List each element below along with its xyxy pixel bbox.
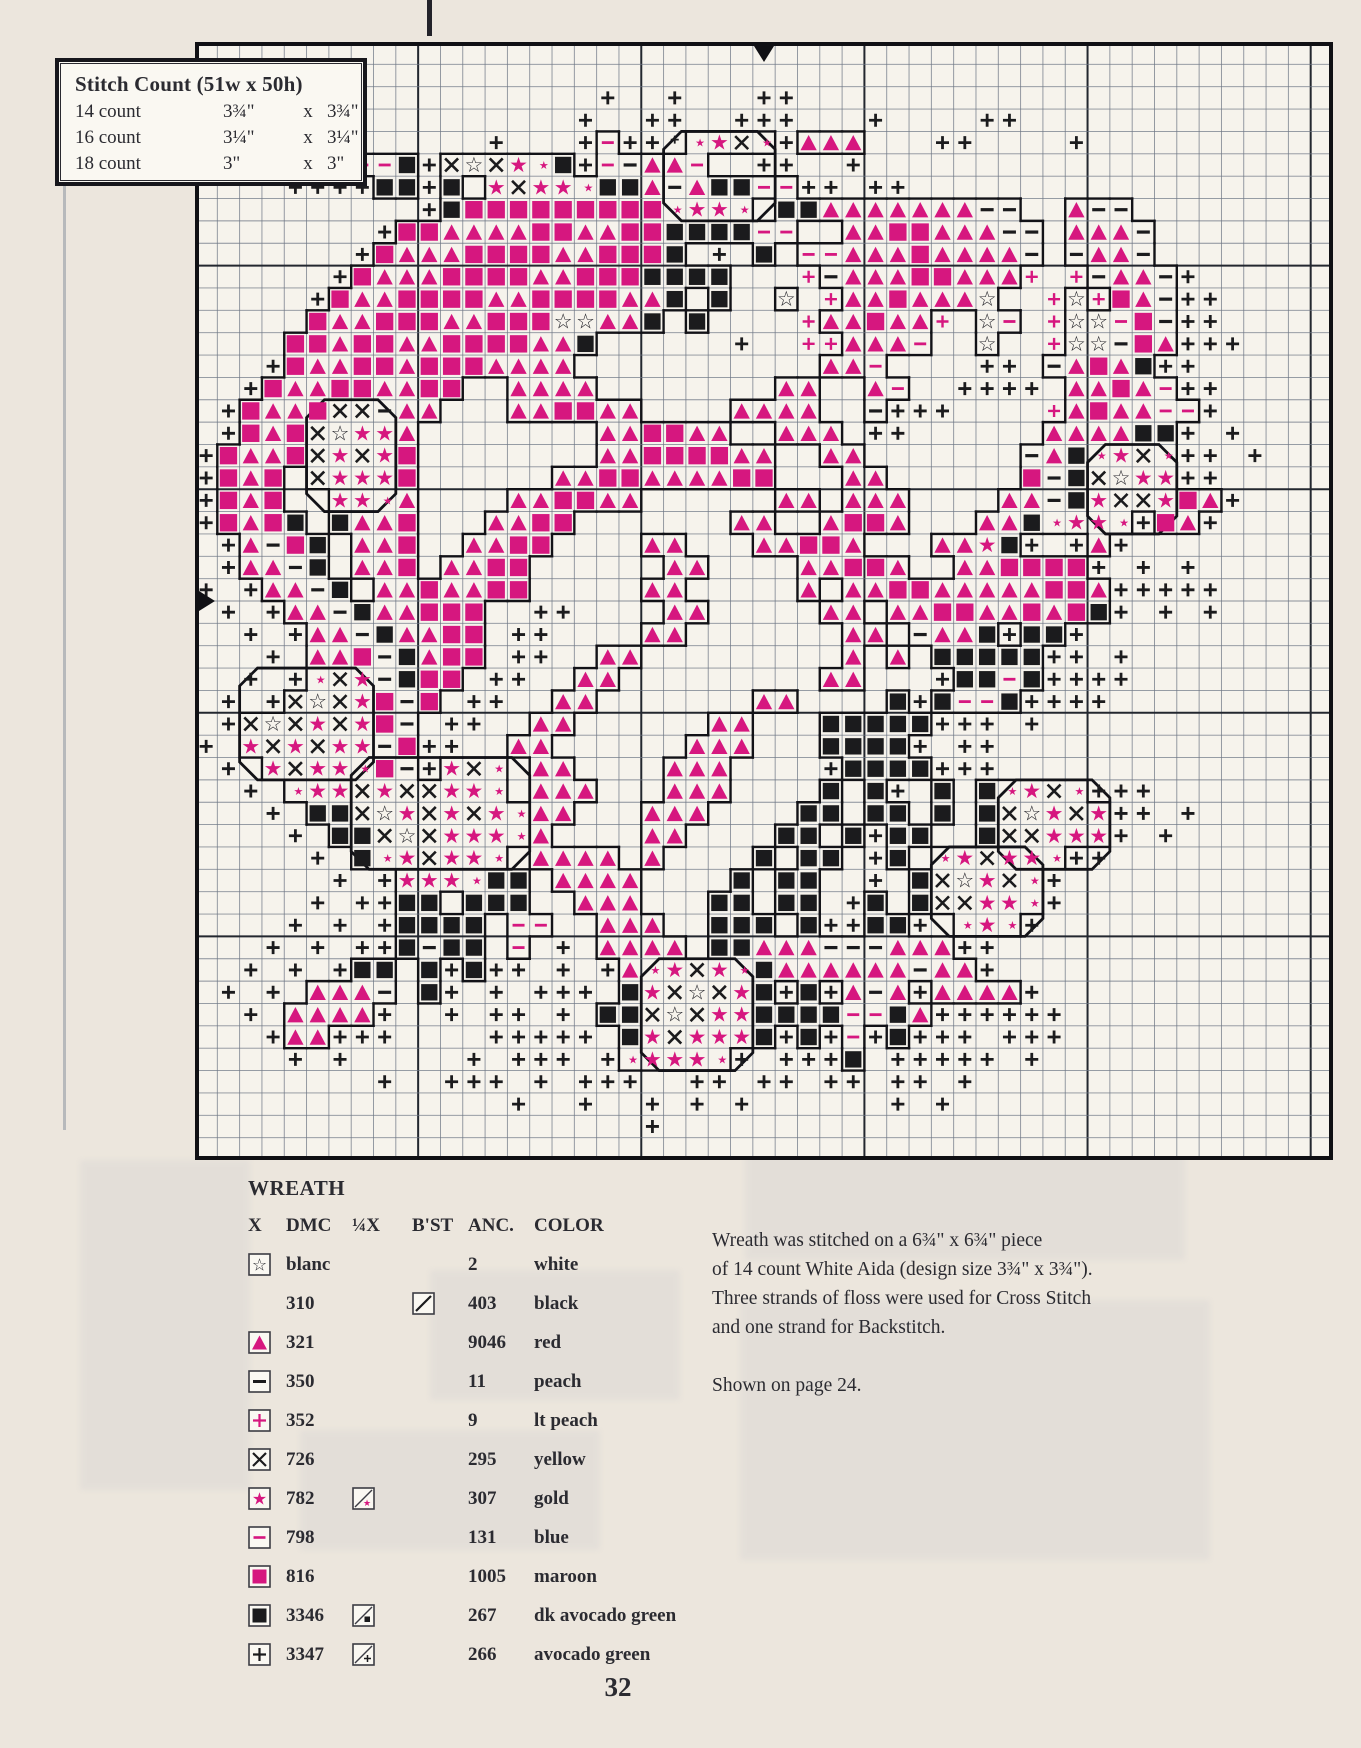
legend-anchor-number: 9 [468,1409,478,1431]
legend-dmc-number: 3346 [286,1604,324,1626]
svg-text:★: ★ [717,1053,728,1067]
legend-row [248,1479,688,1518]
svg-text:★: ★ [471,874,482,888]
svg-text:★: ★ [977,533,997,558]
svg-text:★: ★ [1096,449,1107,463]
legend-color-name: red [534,1331,562,1353]
legend-quarter-icon [352,1604,412,1627]
svg-text:★: ★ [762,136,772,150]
svg-text:★: ★ [486,823,506,848]
legend-dmc-number: 3347 [286,1643,324,1665]
legend-color-name: gold [534,1487,569,1509]
legend-anchor-number: 307 [468,1487,497,1509]
shown-on-page-text: Shown on page 24. [712,1375,862,1396]
legend-anchor-number: 1005 [468,1565,506,1587]
svg-text:★: ★ [241,734,261,759]
legend-symbol-icon [248,1331,286,1354]
svg-text:★: ★ [285,734,305,759]
svg-text:★: ★ [940,852,951,866]
svg-text:★: ★ [352,667,372,692]
svg-text:☆: ☆ [397,823,417,848]
svg-text:★: ★ [732,1025,752,1050]
svg-text:★: ★ [665,1047,685,1072]
legend-title: WREATH [248,1176,346,1200]
svg-text:☆: ☆ [1089,331,1109,356]
svg-text:★: ★ [1029,896,1040,910]
svg-text:★: ★ [263,756,283,781]
svg-text:★: ★ [687,197,707,222]
svg-text:★: ★ [419,868,439,893]
legend-row [248,1518,688,1557]
svg-text:★: ★ [308,756,328,781]
legend-row [248,1401,688,1440]
svg-text:★: ★ [464,823,484,848]
legend-col-anc: ANC. [468,1215,514,1236]
legend-row [248,1245,688,1284]
svg-text:★: ★ [538,158,549,172]
svg-text:☆: ☆ [251,1255,268,1276]
svg-text:★: ★ [397,868,417,893]
page-edge-scan-line [63,72,66,1130]
svg-text:★: ★ [643,1025,662,1050]
svg-text:★: ★ [352,421,372,446]
svg-text:★: ★ [1044,823,1064,848]
legend-header [248,1215,688,1237]
svg-text:★: ★ [442,846,462,871]
svg-text:★: ★ [330,734,350,759]
svg-text:★: ★ [1007,919,1018,933]
stitch-count-row: 16 count 3¼" x 3¼" [75,127,359,148]
page-number: 32 [604,1672,632,1702]
legend-col-x: X [248,1215,262,1236]
svg-text:★: ★ [308,779,328,804]
svg-text:★: ★ [955,846,975,871]
svg-text:★: ★ [330,466,350,491]
svg-text:☆: ☆ [955,868,975,893]
legend-anchor-number: 403 [468,1292,497,1314]
instructions-line: of 14 count White Aida (design size 3¾" x 3¾"). [712,1259,1093,1280]
svg-text:★: ★ [308,711,328,736]
legend-symbol-icon [248,1565,286,1588]
legend-symbol-icon [248,1526,286,1549]
svg-text:★: ★ [382,852,393,866]
svg-text:★: ★ [375,779,395,804]
svg-text:★: ★ [1089,801,1109,826]
svg-text:★: ★ [330,756,350,781]
svg-text:★: ★ [352,689,372,714]
svg-text:★: ★ [739,203,750,217]
svg-text:★: ★ [375,421,395,446]
legend-dmc-number: 310 [286,1292,315,1314]
legend-quarter-icon [352,1643,412,1666]
svg-text:★: ★ [486,801,506,826]
svg-text:☆: ☆ [330,421,350,446]
svg-text:★: ★ [709,197,729,222]
svg-text:★: ★ [464,846,484,871]
svg-text:★: ★ [293,785,304,799]
stitch-chart-area [195,42,1333,1160]
legend-col-dmc: DMC [286,1215,332,1236]
svg-text:★: ★ [486,175,506,200]
svg-text:★: ★ [1052,516,1063,530]
instructions-line: and one strand for Backstitch. [712,1317,946,1338]
svg-text:★: ★ [330,488,350,513]
legend-anchor-number: 267 [468,1604,497,1626]
legend-dmc-number: 726 [286,1448,315,1470]
svg-text:★: ★ [1133,466,1153,491]
legend-dmc-number: 816 [286,1565,315,1587]
svg-text:★: ★ [962,919,973,933]
svg-text:★: ★ [352,488,372,513]
legend-dmc-number: 350 [286,1370,315,1392]
svg-text:★: ★ [1089,823,1109,848]
svg-text:★: ★ [352,711,372,736]
svg-text:★: ★ [1000,846,1019,871]
svg-text:★: ★ [977,868,997,893]
svg-text:★: ★ [442,868,462,893]
svg-text:★: ★ [643,980,662,1005]
instructions-line: Three strands of floss were used for Cross Stitch [712,1288,1092,1309]
svg-text:☆: ☆ [576,309,595,334]
legend-dmc-number: blanc [286,1253,331,1275]
svg-text:★: ★ [650,963,661,977]
svg-text:★: ★ [553,175,573,200]
svg-text:★: ★ [1089,510,1109,535]
legend-symbol-icon [248,1409,286,1432]
svg-text:★: ★ [665,957,685,982]
svg-text:★: ★ [739,963,750,977]
legend-color-name: black [534,1292,579,1314]
svg-text:★: ★ [709,130,729,155]
svg-text:★: ★ [1074,785,1085,799]
svg-text:☆: ☆ [1066,287,1086,312]
legend-row [248,1323,688,1362]
legend-row [248,1557,688,1596]
svg-text:☆: ☆ [375,801,395,826]
legend-color-name: yellow [534,1448,586,1470]
svg-text:☆: ☆ [553,309,573,334]
stitch-count-title: Stitch Count (51w x 50h) [75,72,303,96]
legend-symbol-icon [248,1487,286,1510]
svg-text:☆: ☆ [308,689,328,714]
svg-text:★: ★ [1022,846,1042,871]
legend-backstitch-icon [412,1292,468,1315]
svg-text:★: ★ [1163,449,1174,463]
legend-col-color: COLOR [534,1215,604,1236]
legend-anchor-number: 266 [468,1643,497,1665]
legend-anchor-number: 2 [468,1253,478,1275]
legend-row [248,1635,688,1674]
svg-text:★: ★ [1052,852,1063,866]
svg-text:★: ★ [1156,466,1176,491]
legend-color-name: avocado green [534,1643,651,1665]
legend-symbol-icon [248,1253,286,1276]
thread-legend [248,1176,688,1674]
svg-text:★: ★ [695,136,705,150]
svg-text:★: ★ [251,1489,268,1510]
svg-text:☆: ☆ [263,711,283,736]
svg-text:★: ★ [360,762,371,776]
svg-text:★: ★ [643,1047,662,1072]
legend-row [248,1596,688,1635]
top-scan-mark [427,0,432,36]
svg-text:★: ★ [494,852,505,866]
svg-text:★: ★ [516,829,527,843]
svg-text:★: ★ [494,785,505,799]
instructions-line: Wreath was stitched on a 6¾" x 6¾" piece [712,1230,1043,1251]
svg-text:★: ★ [352,466,372,491]
svg-text:★: ★ [1066,823,1086,848]
svg-text:☆: ☆ [464,152,484,177]
svg-text:★: ★ [977,913,997,938]
svg-text:☆: ☆ [1022,801,1042,826]
svg-text:★: ★ [362,1499,372,1510]
svg-text:★: ★ [687,1025,707,1050]
svg-text:★: ★ [1000,890,1019,915]
legend-row [248,1362,688,1401]
legend-anchor-number: 9046 [468,1331,506,1353]
svg-text:★: ★ [464,779,484,804]
stitch-count-box [55,58,367,186]
svg-text:★: ★ [709,957,729,982]
legend-col-quarter: ¼X [352,1215,380,1236]
legend-symbol-icon [248,1643,286,1666]
svg-text:★: ★ [1044,801,1064,826]
legend-color-name: lt peach [534,1409,598,1431]
svg-text:★: ★ [382,494,393,508]
svg-text:★: ★ [628,1053,639,1067]
svg-text:☆: ☆ [1111,466,1131,491]
svg-text:★: ★ [1029,874,1040,888]
bleed-through-ghost [80,1160,250,1490]
svg-text:★: ★ [509,152,528,177]
stitch-count-row: 18 count 3" x 3" [75,153,345,174]
legend-row [248,1284,688,1323]
svg-text:★: ★ [583,181,594,195]
svg-text:★: ★ [397,846,417,871]
legend-col-bst: B'ST [412,1215,454,1236]
svg-text:☆: ☆ [977,287,997,312]
svg-text:★: ★ [672,203,683,217]
svg-text:★: ★ [315,673,326,687]
legend-row [248,1440,688,1479]
svg-text:☆: ☆ [1089,309,1109,334]
stitch-chart [195,42,1333,1160]
svg-text:★: ★ [709,1025,729,1050]
svg-text:★: ★ [1111,443,1131,468]
legend-anchor-number: 131 [468,1526,497,1548]
svg-text:★: ★ [397,801,417,826]
svg-text:★: ★ [330,443,350,468]
legend-color-name: white [534,1253,579,1275]
svg-text:★: ★ [732,980,752,1005]
svg-text:★: ★ [977,890,997,915]
svg-text:☆: ☆ [977,309,997,334]
legend-dmc-number: 798 [286,1526,315,1548]
svg-text:★: ★ [442,756,462,781]
legend-anchor-number: 11 [468,1370,486,1392]
svg-text:★: ★ [1089,488,1109,513]
svg-text:★: ★ [1156,488,1176,513]
instructions-text [712,1226,1192,1400]
svg-text:★: ★ [330,779,350,804]
svg-text:★: ★ [687,1047,707,1072]
svg-text:★: ★ [1022,779,1042,804]
svg-text:☆: ☆ [776,287,796,312]
svg-text:★: ★ [494,762,505,776]
svg-text:★: ★ [516,807,527,821]
svg-text:★: ★ [1066,510,1086,535]
legend-dmc-number: 352 [286,1409,315,1431]
svg-text:★: ★ [375,443,395,468]
svg-text:★: ★ [1119,516,1129,530]
svg-text:☆: ☆ [687,980,707,1005]
legend-color-name: blue [534,1526,569,1548]
svg-text:★: ★ [352,734,372,759]
svg-text:☆: ☆ [1066,309,1086,334]
legend-dmc-number: 321 [286,1331,315,1353]
svg-text:★: ★ [709,1002,729,1027]
stitch-count-row: 14 count 3¾" x 3¾" [75,101,359,122]
svg-text:★: ★ [531,175,551,200]
svg-text:☆: ☆ [1066,331,1086,356]
svg-text:★: ★ [375,466,395,491]
legend-color-name: peach [534,1370,582,1392]
legend-color-name: maroon [534,1565,597,1587]
svg-text:☆: ☆ [977,331,997,356]
legend-anchor-number: 295 [468,1448,497,1470]
legend-symbol-icon [248,1370,286,1393]
svg-text:★: ★ [1007,785,1018,799]
svg-text:★: ★ [732,1002,752,1027]
legend-symbol-icon [248,1448,286,1471]
legend-quarter-icon [352,1487,412,1510]
svg-text:☆: ☆ [665,1002,685,1027]
legend-dmc-number: 782 [286,1487,315,1509]
legend-color-name: dk avocado green [534,1604,677,1626]
svg-text:★: ★ [442,801,462,826]
svg-text:★: ★ [442,779,462,804]
legend-rows [248,1245,688,1674]
svg-text:★: ★ [442,823,462,848]
legend-symbol-icon [248,1604,286,1627]
